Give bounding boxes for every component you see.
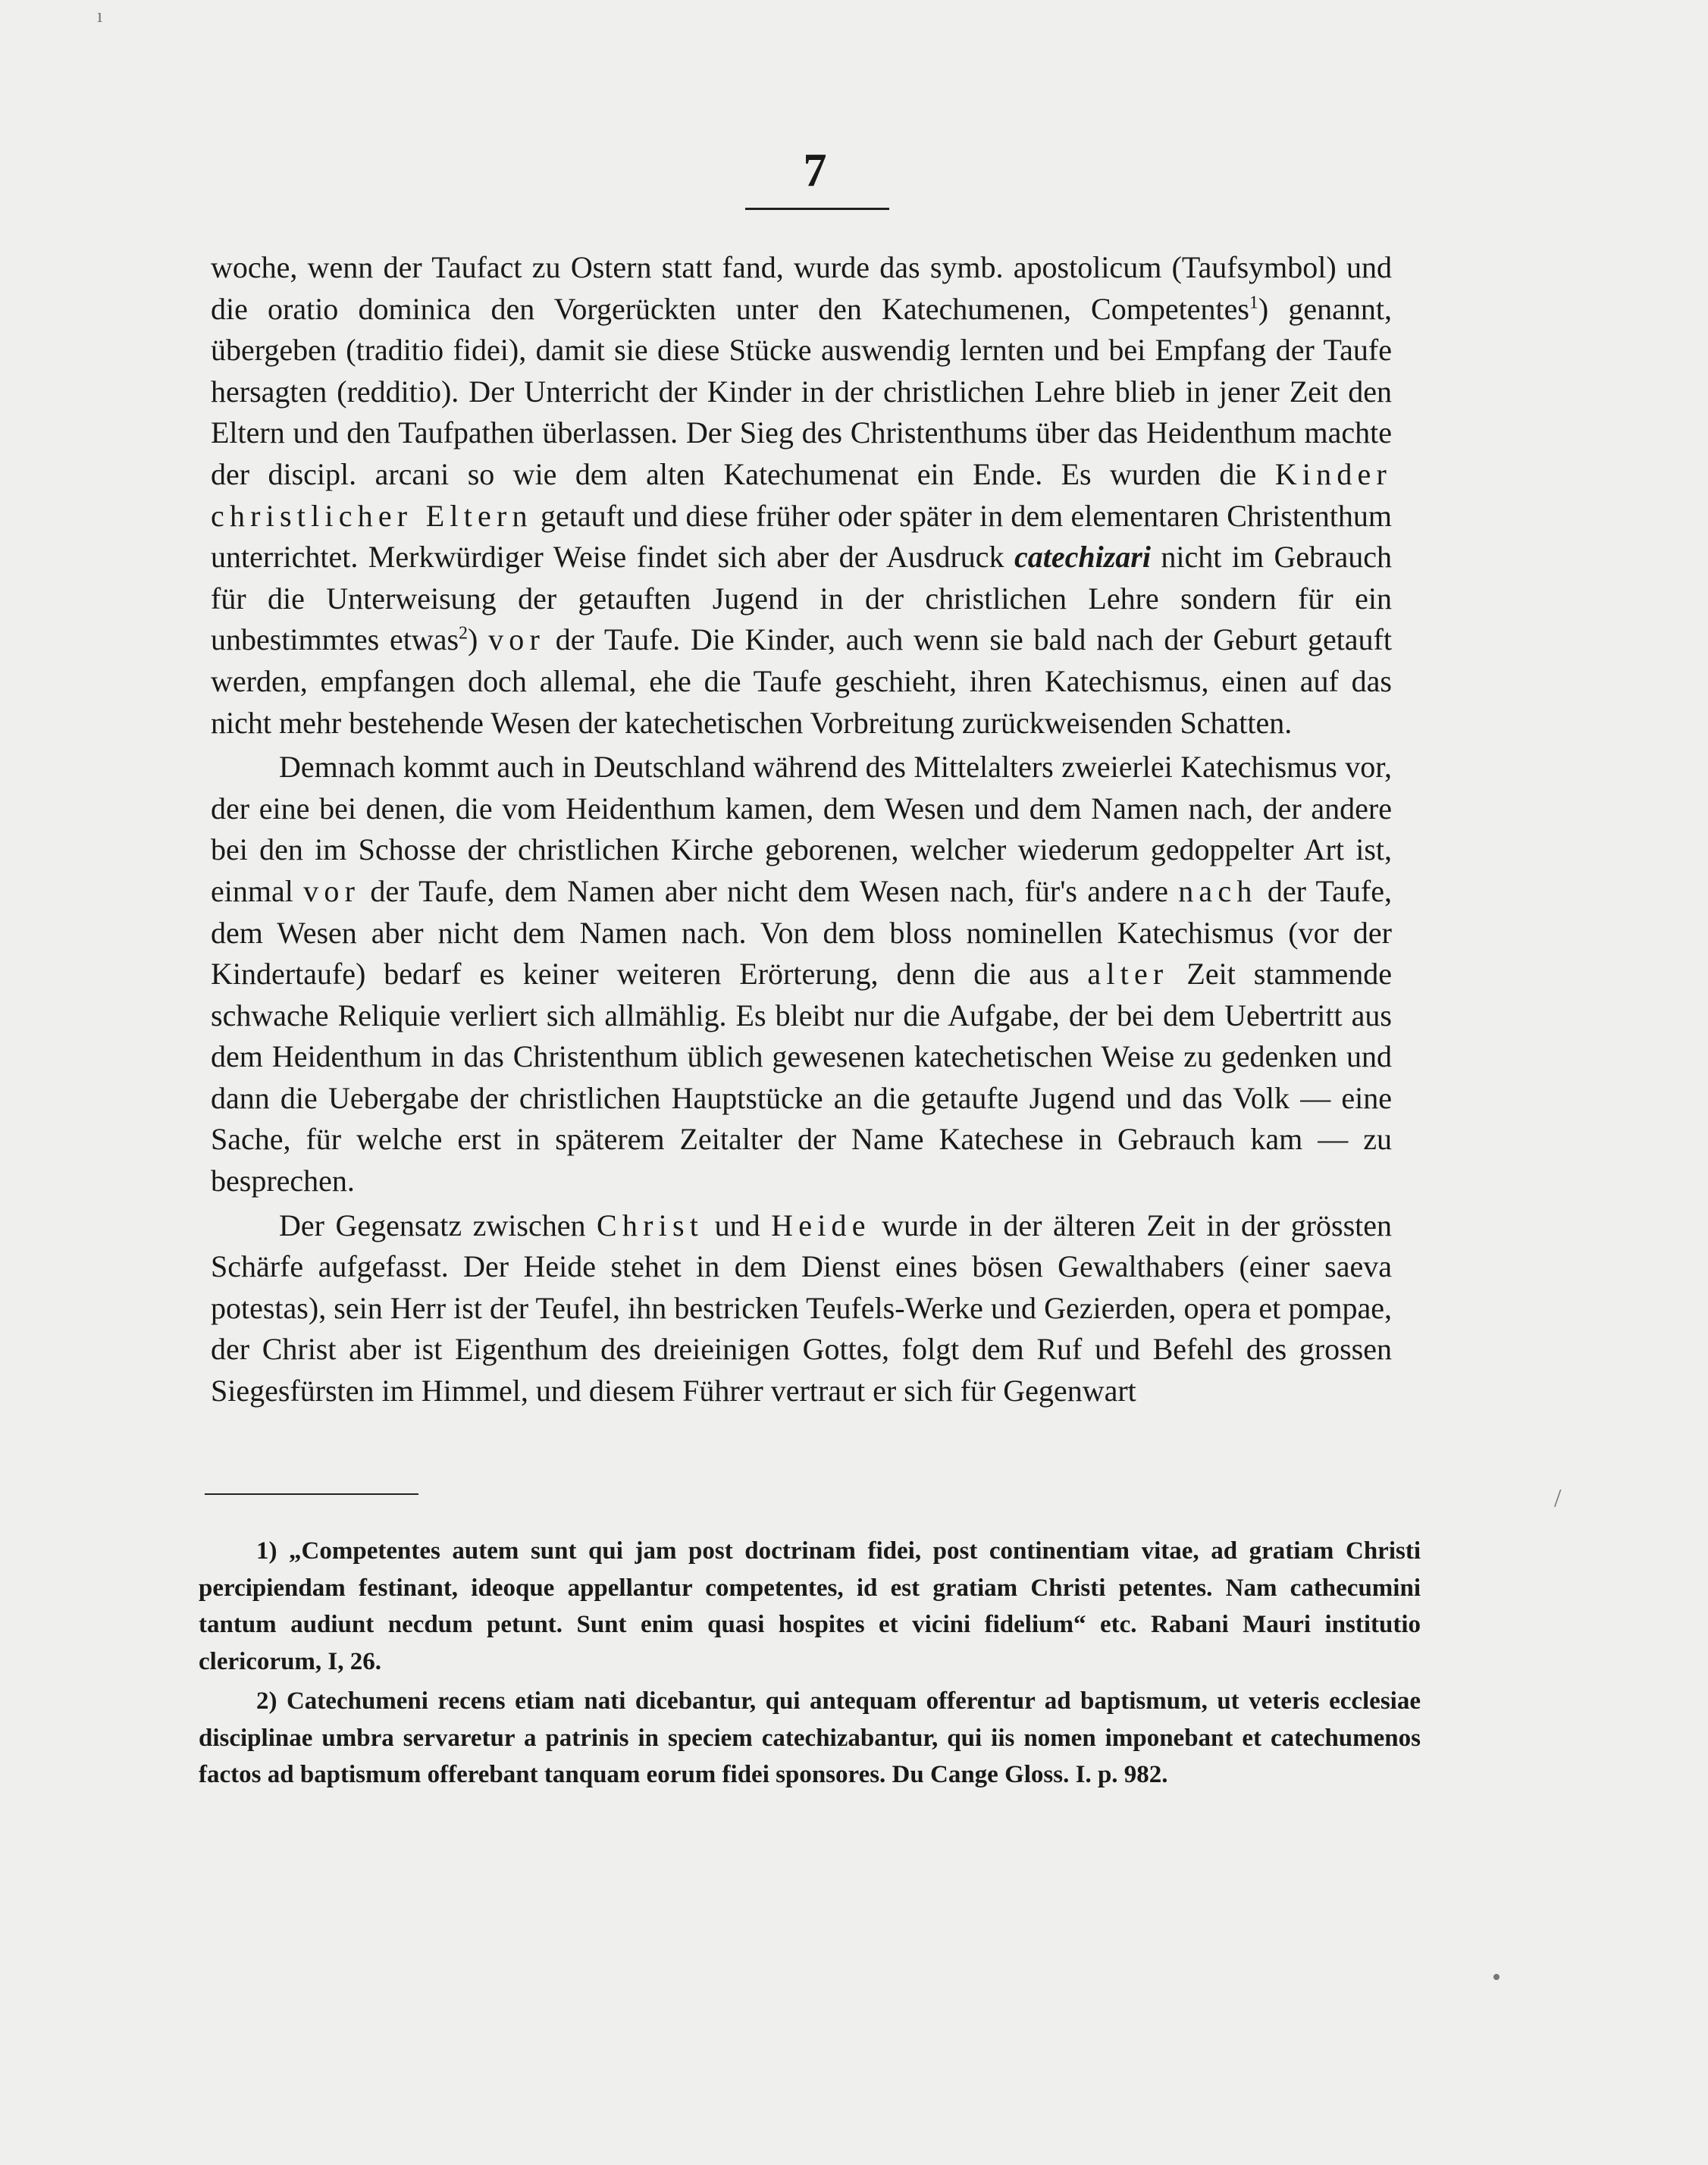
scan-speck: ı: [97, 5, 103, 27]
paragraph-3: [211, 1205, 1392, 1412]
spaced-emphasis: vor: [488, 622, 545, 657]
paragraph-1: [211, 247, 1392, 744]
text-run: ): [468, 622, 489, 657]
text-run: getauft und diese früher oder später in dem elementaren Christenthum unterrichtet. Merkwürdiger Weise findet sich aber der Ausdruck: [211, 498, 1392, 575]
footnote-ref-2: 2: [459, 624, 469, 644]
footnote-separator: [205, 1493, 418, 1495]
page-number: 7: [803, 145, 827, 196]
text-run: woche, wenn der Taufact zu Ostern statt fand, wurde das symb. apostolicum (Taufsymbol) und die oratio dominica den Vorgerückten unter den Katechumenen, Competentes: [211, 250, 1392, 326]
text-run: nicht im Gebrauch für die Unterweisung der getauften Jugend in der christlichen Lehre sondern für ein unbestimmtes etwas: [211, 540, 1392, 657]
text-run: der Taufe, dem Namen aber nicht dem Wesen nach, für's andere: [360, 873, 1179, 908]
scan-speck: /: [1554, 1484, 1562, 1512]
spaced-emphasis: alter: [1087, 957, 1169, 992]
text-run: Demnach kommt auch in Deutschland während des Mittelalters zweierlei Katechismus vor, der eine bei denen, die vom Heidenthum kamen, dem Wesen und dem Namen nach, der andere bei den im Schosse der christlichen Kirche geborenen, welcher wiederum gedoppelter Art ist, einmal: [211, 750, 1392, 908]
text-run: und: [704, 1208, 772, 1242]
spaced-emphasis: Christ: [597, 1208, 704, 1242]
paragraph-2: [211, 747, 1392, 1202]
spaced-emphasis: Kinder christlicher Eltern: [211, 456, 1392, 533]
footnote-ref-1: 1: [1249, 293, 1258, 313]
main-text: [211, 247, 1392, 1412]
text-run: der Taufe. Die Kinder, auch wenn sie bald nach der Geburt getauft werden, empfangen doch allemal, ehe die Taufe geschieht, ihren Katechismus, einen auf das nicht mehr bestehende Wesen der katechetischen Vorbreitung zurückweisenden Schatten.: [211, 622, 1392, 740]
scan-speck: •: [1492, 1963, 1501, 1991]
text-run: Zeit stammende schwache Reliquie verliert sich allmählig. Es bleibt nur die Aufgabe, der bei dem Uebertritt aus dem Heidenthum in das Christenthum üblich gewesenen katechetischen Weise zu gedenken und dann die Uebergabe der christlichen Hauptstücke an die getaufte Jugend und das Volk — eine Sache, für welche erst in späterem Zeitalter der Name Katechese in Gebrauch kam — zu besprechen.: [211, 957, 1392, 1198]
text-run: Der Gegensatz zwischen: [279, 1208, 597, 1242]
page-number-rule: [745, 208, 889, 210]
text-run: wurde in der älteren Zeit in der grössten Schärfe aufgefasst. Der Heide stehet in dem Dienst eines bösen Gewalthabers (einer saeva potestas), sein Herr ist der Teufel, ihn bestricken Teufels-Werke und Gezierden, opera et pompae, der Christ aber ist Eigenthum des dreieinigen Gottes, folgt dem Ruf und Befehl des grossen Siegesfürsten im Himmel, und diesem Führer vertraut er sich für Gegenwart: [211, 1208, 1393, 1408]
footnote-2: 2) Catechumeni recens etiam nati dicebantur, qui antequam offerentur ad baptismum, ut veteris ecclesiae disciplinae umbra servaretur a patrinis in speciem catechizabantur, qui iis nomen imponebant et catechumenos factos ad baptismum offerebant tanquam eorum fidei sponsores. Du Cange Gloss. I. p. 982.: [199, 1687, 1421, 1788]
spaced-emphasis: Heide: [771, 1208, 871, 1242]
spaced-emphasis: vor: [303, 873, 361, 908]
footnote-1: 1) „Competentes autem sunt qui jam post doctrinam fidei, post continentiam vitae, ad gratiam Christi percipiendam festinant, ideoque appellantur competentes, id est gratiam Christi petentes. Nam cathecumini tantum audiunt necdum petunt. Sunt enim quasi hospites et vicini fidelium“ etc. Rabani Mauri institutio clericorum, I, 26.: [199, 1537, 1421, 1675]
text-run: ) genannt, übergeben (traditio fidei), damit sie diese Stücke auswendig lernten und bei Empfang der Taufe hersagten (redditio). Der Unterricht der Kinder in der christlichen Lehre blieb in jener Zeit den Eltern und den Taufpathen überlassen. Der Sieg des Christenthums über das Heidenthum machte der discipl. arcani so wie dem alten Katechumenat ein Ende. Es wurden die: [211, 291, 1392, 491]
footnotes: [199, 1533, 1421, 1794]
italic-term: catechizari: [1014, 540, 1151, 575]
text-run: der Taufe, dem Wesen aber nicht dem Namen nach. Von dem bloss nominellen Katechismus (vor der Kindertaufe) bedarf es keiner weiteren Erörterung, denn die aus: [211, 873, 1392, 992]
spaced-emphasis: nach: [1178, 873, 1258, 908]
